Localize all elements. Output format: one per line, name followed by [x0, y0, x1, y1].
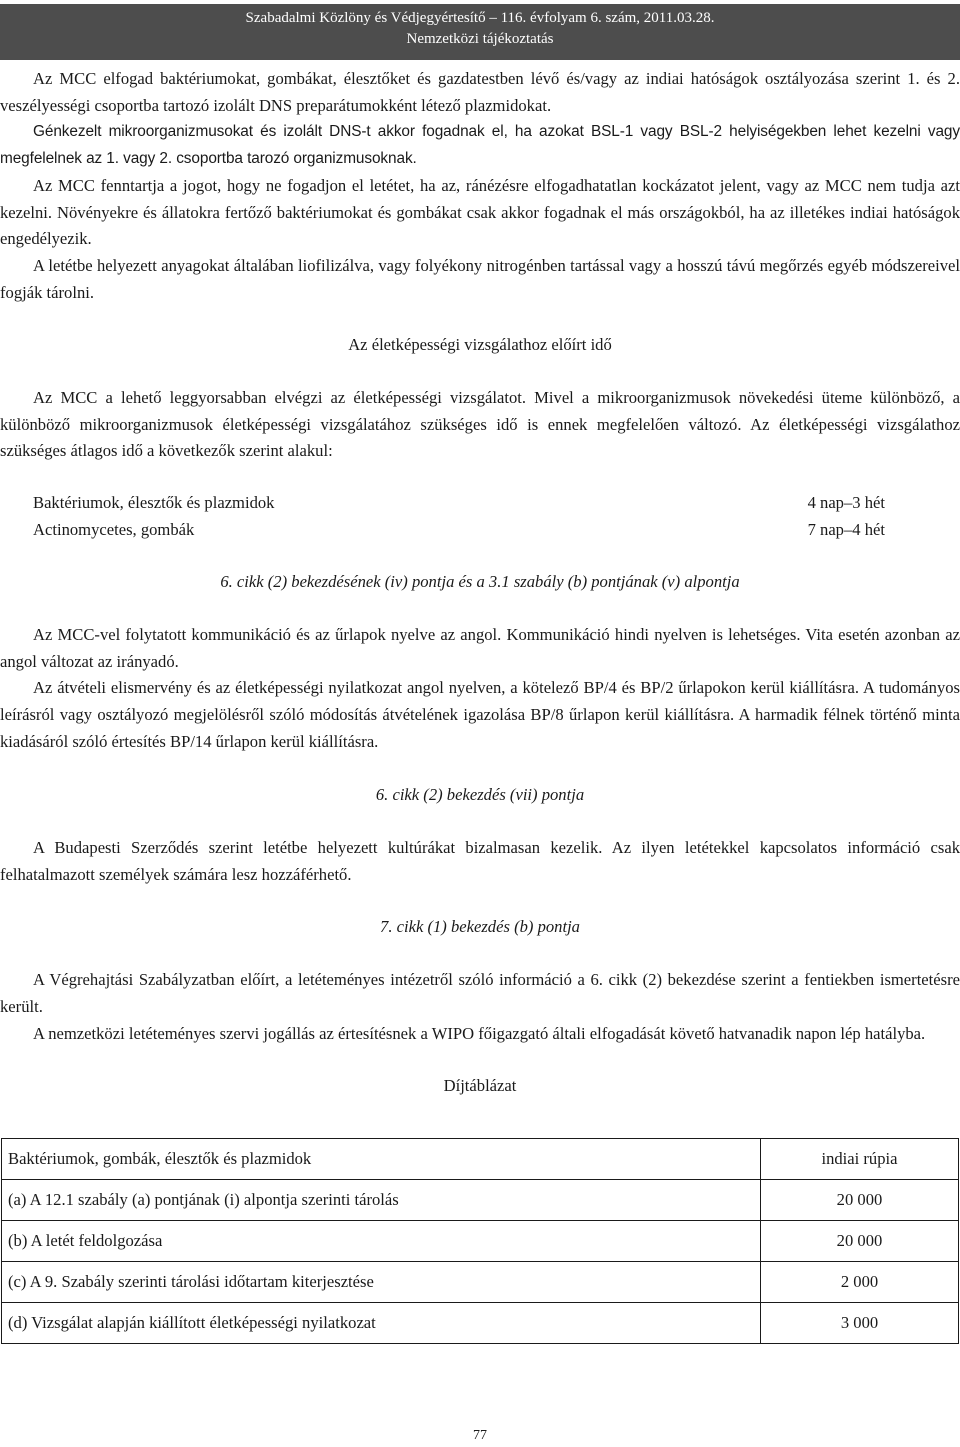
section-c-paragraph-1: A Végrehajtási Szabályzatban előírt, a letéteményes intézetről szóló információ a 6. cikk (2) bekezdése szerint a fentiekben ismertetésre került. — [0, 970, 960, 1016]
fee-amount: 2 000 — [761, 1262, 959, 1303]
section-c-paragraph-2: A nemzetközi letéteményes szervi jogállás az értesítésnek a WIPO főigazgató általi elfogadását követő hatvanadik napon lép hatályba. — [33, 1023, 926, 1043]
viability-paragraph: Az MCC a lehető leggyorsabban elvégzi az életképességi vizsgálatot. Mivel a mikroorganizmusok növekedési üteme különböző, a különböző mikroorganizmusok életképességi vizsgálatához szükséges idő is ennek megfelelően változó. Az életképességi vizsgálathoz szükséges átlagos idő a következők szerint alakul: — [0, 388, 960, 461]
intro-paragraph-2: Génkezelt mikroorganizmusokat és izolált DNS-t akkor fogadnak el, ha azokat BSL-1 vagy BSL-2 helyiségekben lehet kezelni vagy megfelelnek az 1. vagy 2. csoportba tarozó organizmusoknak. — [0, 123, 960, 168]
journal-title: Szabadalmi Közlöny és Védjegyértesítő – 116. évfolyam 6. szám, 2011.03.28. — [245, 10, 715, 26]
duration-value: 4 nap–3 hét — [807, 493, 885, 513]
section-a-paragraph-1: Az MCC-vel folytatott kommunikáció és az űrlapok nyelve az angol. Kommunikáció hindi nyelven is lehetséges. Vita esetén azonban az angol változat az irányadó. — [0, 624, 960, 671]
fee-label: (b) A letét feldolgozása — [2, 1221, 761, 1262]
fee-amount: 3 000 — [761, 1303, 959, 1344]
page-body — [0, 66, 960, 1100]
fee-table-header-row — [2, 1139, 959, 1180]
intro-paragraph-1: Az MCC elfogad baktériumokat, gombákat, élesztőket és gazdatestben lévő és/vagy az indiai hatóságok osztályozása szerint 1. és 2. veszélyességi csoportba tartozó izolált DNS preparátumokként létező plazmidokat. — [0, 69, 960, 115]
section-a-paragraph-2: Az átvételi elismervény és az életképességi nyilatkozat angol nyelven, a kötelező BP/4 és BP/2 űrlapokon kerül kiállításra. A tudományos leírásról vagy osztályozó megjelölésről szóló módosítás átvételének igazolása BP/8 űrlapon kerül kiállításra. A harmadik félnek történő minta kiadásáról szóló értesítés BP/14 űrlapon kerül kiállításra. — [0, 678, 960, 751]
section-a-heading: 6. cikk (2) bekezdésének (iv) pontja és a 3.1 szabály (b) pontjának (v) alpontja — [220, 572, 740, 592]
duration-value: 7 nap–4 hét — [807, 520, 885, 540]
table-row — [2, 1180, 959, 1221]
duration-label: Actinomycetes, gombák — [33, 520, 195, 540]
section-b-heading: 6. cikk (2) bekezdés (vii) pontja — [375, 785, 585, 805]
fee-table-header-label: Baktériumok, gombák, élesztők és plazmidok — [2, 1139, 761, 1180]
fees-heading: Díjtáblázat — [443, 1076, 517, 1096]
fee-amount: 20 000 — [761, 1221, 959, 1262]
table-row — [2, 1221, 959, 1262]
fee-table-header-unit: indiai rúpia — [761, 1139, 959, 1180]
section-b-paragraph: A Budapesti Szerződés szerint letétbe helyezett kultúrákat bizalmasan kezelik. Az ilyen letétekkel kapcsolatos információ csak felhatalmazott személyek számára lesz hozzáférhető. — [0, 838, 960, 884]
duration-label: Baktériumok, élesztők és plazmidok — [33, 493, 275, 513]
table-row — [2, 1303, 959, 1344]
intro-paragraph-3: Az MCC fenntartja a jogot, hogy ne fogadjon el letétet, ha az, ránézésre elfogadhatatlan kockázatot jelent, vagy az MCC nem tudja azt kezelni. Növényekre és állatokra fertőző baktériumokat és gombákat csak akkor fogadnak el más országokból, ha az illetékes indiai hatóságok engedélyezik. — [0, 175, 960, 249]
duration-row — [0, 489, 960, 516]
page-header — [0, 4, 960, 60]
intro-paragraph-4: A letétbe helyezett anyagokat általában liofilizálva, vagy folyékony nitrogénben tartással vagy a hosszú távú megőrzés egyéb módszereivel fogják tárolni. — [0, 255, 960, 302]
fee-amount: 20 000 — [761, 1180, 959, 1221]
fee-label: (a) A 12.1 szabály (a) pontjának (i) alpontja szerinti tárolás — [2, 1180, 761, 1221]
fee-label: (d) Vizsgálat alapján kiállított életképességi nyilatkozat — [2, 1303, 761, 1344]
section-c-heading: 7. cikk (1) bekezdés (b) pontja — [380, 917, 580, 937]
section-title: Nemzetközi tájékoztatás — [406, 31, 554, 47]
viability-heading: Az életképességi vizsgálathoz előírt idő — [348, 335, 612, 355]
fee-table — [1, 1138, 959, 1344]
duration-row — [0, 516, 960, 543]
viability-durations — [0, 489, 960, 543]
table-row — [2, 1262, 959, 1303]
fee-label: (c) A 9. Szabály szerinti tárolási időtartam kiterjesztése — [2, 1262, 761, 1303]
page-number: 77 — [473, 1428, 487, 1443]
